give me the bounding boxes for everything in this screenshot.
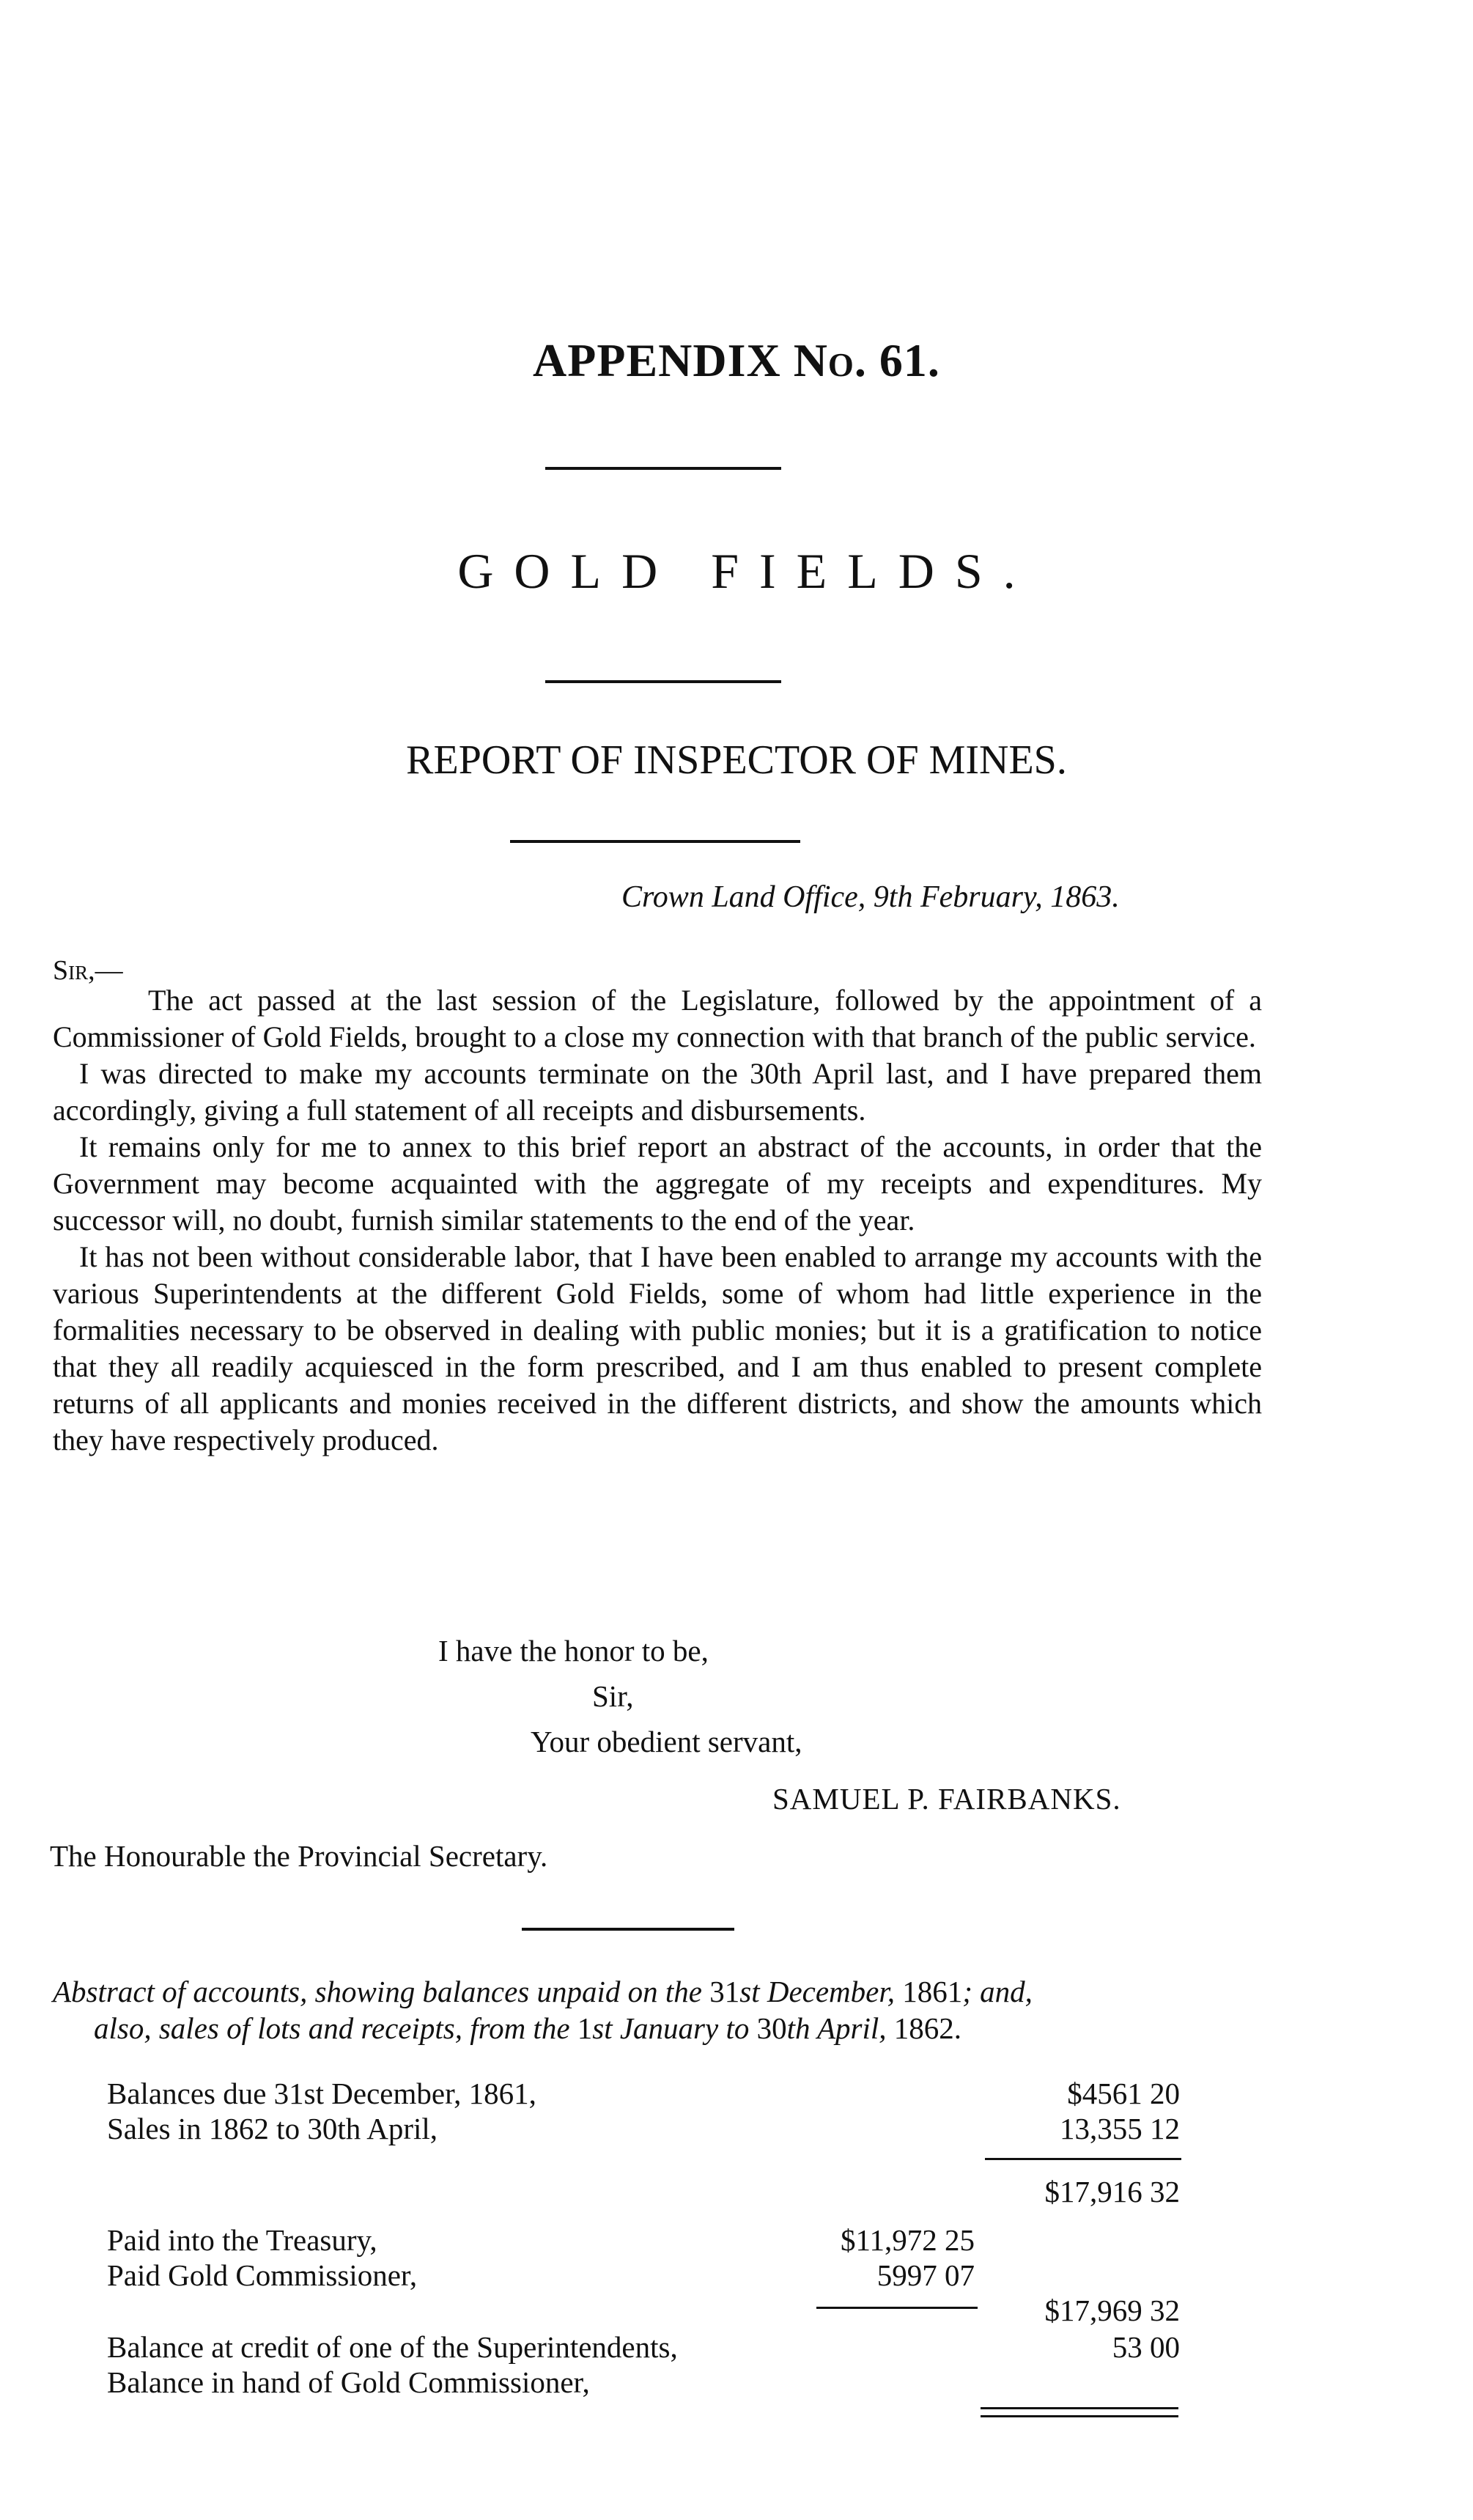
abstract-heading-line: Abstract of accounts, showing balances unpaid on the 31st December, 1861; and,: [53, 1975, 1033, 2008]
divider-rule: [545, 467, 781, 470]
letter-paragraph: I was directed to make my accounts terminate on the 30th April last, and I have prepared them accordingly, giving a full statement of all receipts and disbursements.: [53, 1057, 1262, 1127]
account-total: $4561 20: [1067, 2077, 1180, 2110]
letter-paragraph: The act passed at the last session of the Legislature, followed by the appointment of a Commissioner of Gold Fields, brought to a close my connection with that branch of the public service.: [53, 984, 1262, 1053]
report-title: REPORT OF INSPECTOR OF MINES.: [406, 737, 1067, 783]
closing-line: I have the honor to be,: [438, 1634, 709, 1668]
appendix-title: [0, 334, 1473, 388]
account-total: $17,916 32: [1044, 2175, 1180, 2208]
section-title: GOLD FIELDS.: [457, 543, 1036, 599]
account-label: Balance at credit of one of the Superintendents,: [107, 2330, 678, 2364]
account-label: Paid Gold Commissioner,: [107, 2258, 418, 2292]
closing-line: Your obedient servant,: [531, 1725, 802, 1758]
account-label: Balance in hand of Gold Commissioner,: [107, 2365, 590, 2399]
sum-rule: [985, 2158, 1181, 2160]
account-total: $17,969 32: [1044, 2294, 1180, 2327]
account-label: Paid into the Treasury,: [107, 2223, 377, 2257]
letter-paragraph: It has not been without considerable labor, that I have been enabled to arrange my accounts with the various Superintendents at the different Gold Fields, some of whom had little experience in the formalities necessary to be observed in dealing with public monies; but it is a gratification to notice that they all readily acquiesced in the form prescribed, and I am thus enabled to present complete returns of all applicants and monies received in the different districts, and show the amounts which they have respectively produced.: [53, 1240, 1262, 1456]
appendix-number: No. 61.: [793, 334, 940, 386]
signature: SAMUEL P. FAIRBANKS.: [772, 1782, 1121, 1816]
divider-rule: [522, 1928, 734, 1931]
account-subtotal: $11,972 25: [841, 2223, 975, 2257]
abstract-heading-line: also, sales of lots and receipts, from the 1st January to 30th April, 1862.: [94, 2011, 962, 2045]
divider-rule: [510, 840, 800, 843]
letter-paragraph: It remains only for me to annex to this brief report an abstract of the accounts, in order that the Government may become acquainted with the aggregate of my receipts and expenditures. My successor will, no doubt, furnish similar statements to the end of the year.: [53, 1130, 1262, 1237]
salutation: Sir,—: [53, 955, 123, 986]
abstract-heading: [53, 1973, 1262, 2046]
letter-body: [53, 982, 1262, 1459]
account-subtotal: 5997 07: [876, 2258, 975, 2292]
closing-line: Sir,: [592, 1679, 634, 1713]
addressee: The Honourable the Provincial Secretary.: [50, 1839, 548, 1873]
divider-rule: [545, 680, 781, 683]
dateline: Crown Land Office, 9th February, 1863.: [621, 880, 1120, 914]
appendix-word: APPENDIX: [533, 334, 781, 386]
account-total: 13,355 12: [1060, 2112, 1180, 2145]
account-total: 53 00: [1112, 2330, 1180, 2364]
account-label: Balances due 31st December, 1861,: [107, 2077, 536, 2110]
double-rule: [981, 2407, 1178, 2417]
account-label: Sales in 1862 to 30th April,: [107, 2112, 438, 2145]
